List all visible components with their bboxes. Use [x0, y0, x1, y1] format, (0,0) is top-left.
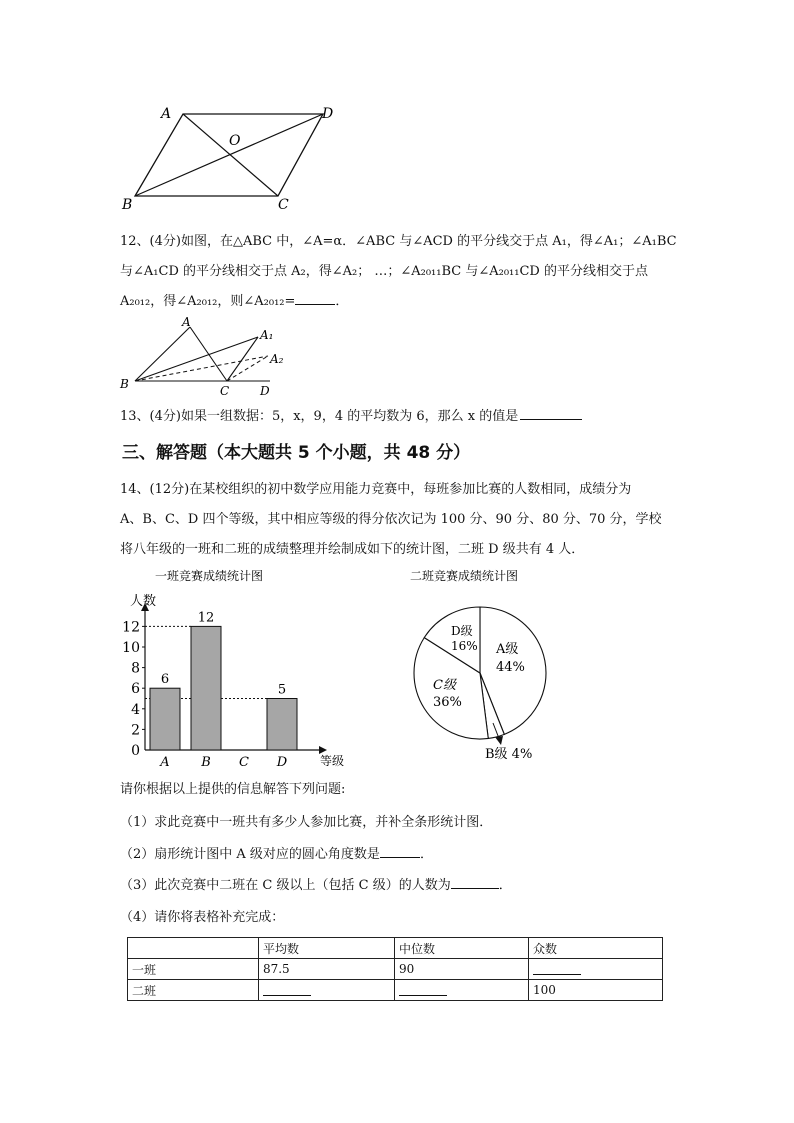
- x-tick-label: B: [201, 755, 211, 770]
- q14-sub1: （1）求此竞赛中一班共有多少人参加比赛，并补全条形统计图．: [120, 815, 493, 830]
- stats-table: [127, 937, 663, 1001]
- q14-sub3-prefix: （3）此次竞赛中二班在 C 级以上（包括 C 级）的人数为: [120, 878, 451, 893]
- pie-label-d: D级: [451, 624, 473, 638]
- table-header-cell: [128, 938, 259, 959]
- q14-sub2-prefix: （2）扇形统计图中 A 级对应的圆心角度数是: [120, 847, 380, 862]
- table-cell-mode[interactable]: [528, 959, 662, 980]
- label-b: B: [122, 197, 133, 213]
- table-cell-mode: 100: [528, 980, 662, 1001]
- y-tick-label: 4: [131, 701, 140, 718]
- table-header-cell: 平均数: [258, 938, 394, 959]
- q14-prompt: 请你根据以上提供的信息解答下列问题:: [120, 782, 346, 797]
- table-row-label: 二班: [128, 980, 259, 1001]
- mode-blank[interactable]: [533, 961, 581, 975]
- pie-pct-c: 36%: [433, 695, 462, 710]
- pie-label-b: B级 4%: [485, 747, 533, 762]
- q14-line2: A、B、C、D 四个等级，其中相应等级的得分依次记为 100 分、90 分、80 分、70 分，学校: [120, 512, 662, 527]
- bar-d: [267, 699, 297, 751]
- table-header-cell: 众数: [528, 938, 662, 959]
- table-row-label: 一班: [128, 959, 259, 980]
- bar-b: [191, 626, 221, 750]
- table-row: [128, 959, 663, 980]
- q14-line1: 14、(12分)在某校组织的初中数学应用能力竞赛中，每班参加比赛的人数相同，成绩分为: [120, 482, 632, 497]
- class2-pie-chart: [395, 565, 575, 775]
- q12-line3-suffix: ．: [335, 294, 349, 309]
- q14-sub3-blank[interactable]: [451, 876, 499, 889]
- table-row: [128, 980, 663, 1001]
- q12-line3-prefix: A₂₀₁₂，得∠A₂₀₁₂，则∠A₂₀₁₂=: [120, 294, 296, 309]
- q13-line: [120, 405, 582, 424]
- pie-label-c: C级: [433, 678, 456, 693]
- q14-sub2: [120, 843, 433, 862]
- x-tick-label: A: [160, 755, 170, 770]
- x-tick-label: D: [276, 755, 288, 770]
- x-axis-label: 等级: [320, 754, 345, 768]
- tri-label-c: C: [220, 384, 230, 398]
- median-blank[interactable]: [399, 982, 447, 996]
- y-tick-label: 10: [122, 640, 140, 656]
- bar-data-label: 5: [277, 682, 287, 698]
- bar-chart-title: 一班竞赛成绩统计图: [155, 569, 264, 583]
- table-cell-median: 90: [394, 959, 528, 980]
- q13-text: 13、(4分)如果一组数据：5，x，9，4 的平均数为 6，那么 x 的值是: [120, 409, 519, 424]
- table-cell-median[interactable]: [394, 980, 528, 1001]
- x-tick-label: C: [239, 755, 249, 770]
- q12-line2: 与∠A₁CD 的平分线相交于点 A₂，得∠A₂； …；∠A₂₀₁₁BC 与∠A₂₀₁₁CD 的平分线相交于点: [120, 264, 648, 279]
- bar-data-label: 12: [197, 610, 215, 626]
- q14-line3: 将八年级的一班和二班的成绩整理并绘制成如下的统计图，二班 D 级共有 4 人．: [120, 542, 585, 557]
- parallelogram-figure: [115, 100, 355, 215]
- tri-label-a2: A₂: [270, 352, 284, 366]
- bar-data-label: 6: [160, 672, 170, 688]
- section-title: 三、解答题（本大题共 5 个小题，共 48 分）: [122, 443, 471, 463]
- x-axis-arrow: [319, 746, 327, 754]
- pie-label-a: A级: [496, 642, 519, 657]
- tri-label-b: B: [120, 377, 129, 391]
- angle-bisector-figure: [115, 315, 295, 400]
- q14-sub2-blank[interactable]: [380, 845, 420, 858]
- pie-chart-title: 二班竞赛成绩统计图: [410, 569, 519, 583]
- q14-sub3: [120, 874, 512, 893]
- class1-bar-chart: [115, 565, 375, 775]
- q13-answer-blank[interactable]: [520, 407, 582, 420]
- tri-label-a: A: [182, 315, 191, 329]
- tri-label-a1: A₁: [260, 328, 274, 342]
- pie-pct-d: 16%: [451, 639, 478, 653]
- table-header-cell: 中位数: [394, 938, 528, 959]
- label-c: C: [278, 197, 289, 213]
- label-d: D: [322, 106, 334, 122]
- table-cell-mean[interactable]: [258, 980, 394, 1001]
- pie-pointer-arrow: [495, 736, 503, 745]
- y-tick-label: 8: [131, 660, 140, 677]
- y-tick-label: 12: [122, 619, 140, 636]
- y-axis-label: 人数: [130, 594, 157, 609]
- label-a: A: [161, 106, 172, 122]
- label-o: O: [229, 133, 241, 149]
- y-tick-label: 2: [131, 722, 140, 739]
- q12-line1: 12、(4分)如图，在△ABC 中，∠A=α．∠ABC 与∠ACD 的平分线交于点 A₁，得∠A₁；∠A₁BC: [120, 234, 677, 249]
- q14-sub2-suffix: ．: [419, 847, 433, 862]
- mean-blank[interactable]: [263, 982, 311, 996]
- q14-sub3-suffix: ．: [498, 878, 512, 893]
- q12-line3: [120, 290, 348, 309]
- pie-pct-a: 44%: [496, 660, 525, 675]
- y-tick-label: 6: [131, 681, 140, 698]
- table-header-row: [128, 938, 663, 959]
- y-tick-label: 0: [131, 743, 140, 759]
- tri-label-d: D: [260, 384, 270, 398]
- bar-a: [150, 688, 180, 750]
- q12-answer-blank[interactable]: [295, 292, 335, 305]
- table-cell-mean: 87.5: [258, 959, 394, 980]
- q14-sub4: （4）请你将表格补充完成：: [120, 910, 285, 925]
